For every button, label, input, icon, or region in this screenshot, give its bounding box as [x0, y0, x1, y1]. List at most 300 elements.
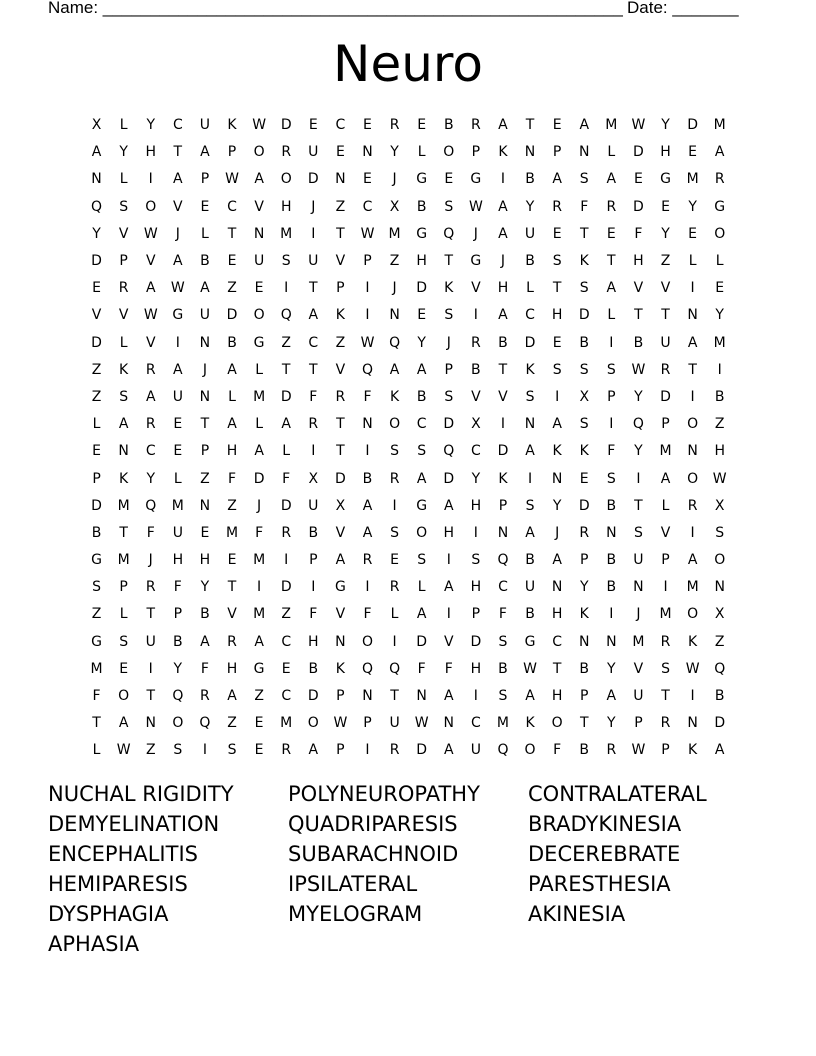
grid-letter: T — [173, 144, 183, 161]
grid-letter: G — [91, 633, 102, 650]
grid-letter: K — [335, 660, 345, 677]
grid-letter: Y — [146, 470, 156, 487]
grid-letter: V — [173, 198, 183, 215]
grid-letter: U — [524, 225, 536, 242]
grid-letter: Q — [91, 198, 103, 215]
word-list-item: POLYNEUROPATHY — [288, 782, 480, 806]
grid-letter: E — [688, 144, 698, 161]
grid-letter: L — [119, 171, 128, 188]
grid-letter: M — [605, 117, 618, 134]
grid-letter: P — [552, 144, 562, 161]
grid-letter: X — [579, 388, 590, 405]
grid-letter: T — [498, 361, 508, 378]
grid-letter: V — [471, 388, 481, 405]
grid-letter: M — [280, 715, 293, 732]
grid-letter: A — [308, 742, 319, 759]
grid-letter: W — [685, 660, 700, 677]
grid-letter: I — [500, 416, 506, 433]
grid-letter: N — [687, 715, 698, 732]
grid-letter: M — [225, 524, 239, 541]
grid-letter: I — [446, 606, 451, 623]
grid-letter: N — [551, 579, 563, 596]
grid-letter: T — [634, 307, 643, 324]
grid-letter: S — [92, 579, 101, 596]
grid-letter: B — [525, 253, 535, 270]
grid-letter: A — [173, 171, 183, 188]
grid-letter: L — [715, 253, 724, 270]
grid-letter: L — [607, 144, 616, 161]
grid-letter: B — [443, 117, 454, 134]
grid-letter: A — [498, 198, 508, 215]
grid-letter: Z — [227, 280, 237, 297]
grid-letter: D — [280, 579, 292, 596]
grid-letter: B — [416, 388, 427, 405]
date-field-label: Date: _______ — [627, 0, 739, 17]
grid-letter: Z — [335, 198, 346, 215]
grid-letter: V — [335, 524, 346, 541]
grid-letter: B — [633, 334, 644, 351]
grid-letter: I — [636, 470, 641, 487]
grid-letter: Q — [389, 334, 401, 351]
grid-letter: A — [498, 225, 508, 242]
grid-letter: R — [687, 497, 698, 514]
grid-letter: M — [280, 225, 293, 242]
grid-letter: O — [687, 606, 699, 623]
grid-letter: Y — [471, 470, 481, 487]
grid-letter: Z — [389, 253, 400, 270]
grid-letter: R — [389, 742, 400, 759]
grid-letter: G — [334, 579, 346, 596]
grid-letter: L — [92, 742, 101, 759]
grid-letter: H — [551, 606, 563, 623]
grid-letter: Y — [119, 144, 128, 161]
grid-letter: A — [254, 443, 264, 460]
grid-letter: R — [145, 361, 156, 378]
grid-letter: E — [579, 470, 589, 487]
grid-letter: A — [606, 280, 617, 297]
grid-letter: S — [417, 443, 427, 460]
grid-letter: Y — [607, 660, 616, 677]
grid-letter: H — [470, 497, 482, 514]
grid-letter: U — [145, 633, 156, 650]
grid-letter: N — [199, 334, 211, 351]
grid-letter: F — [92, 688, 101, 705]
grid-letter: E — [119, 660, 129, 677]
grid-letter: B — [525, 552, 535, 569]
grid-letter: Y — [661, 117, 670, 134]
grid-letter: T — [688, 361, 697, 378]
grid-letter: E — [335, 144, 345, 161]
grid-letter: P — [336, 688, 345, 705]
grid-letter: U — [389, 715, 400, 732]
grid-letter: G — [524, 633, 536, 650]
grid-letter: G — [416, 171, 428, 188]
grid-letter: I — [284, 552, 289, 569]
word-list-item: BRADYKINESIA — [528, 812, 682, 836]
grid-letter: I — [202, 742, 207, 759]
grid-letter: V — [498, 388, 508, 405]
grid-letter: E — [715, 280, 725, 297]
grid-letter: Y — [579, 579, 589, 596]
grid-letter: A — [91, 144, 102, 161]
grid-letter: T — [309, 361, 318, 378]
grid-letter: C — [172, 117, 183, 134]
grid-letter: R — [281, 144, 292, 161]
grid-letter: D — [280, 497, 292, 514]
grid-letter: L — [417, 144, 426, 161]
grid-letter: R — [470, 117, 481, 134]
grid-letter: V — [227, 606, 237, 623]
word-list-item: AKINESIA — [528, 902, 626, 926]
grid-letter: X — [91, 117, 102, 134]
grid-letter: T — [552, 280, 562, 297]
grid-letter: I — [473, 688, 478, 705]
grid-letter: M — [90, 660, 103, 677]
grid-letter: Y — [146, 117, 156, 134]
grid-letter: D — [578, 307, 590, 324]
grid-letter: I — [690, 524, 695, 541]
grid-letter: R — [362, 552, 373, 569]
grid-letter: H — [172, 552, 184, 569]
grid-letter: L — [173, 470, 182, 487]
grid-letter: M — [253, 606, 266, 623]
grid-letter: I — [609, 334, 614, 351]
grid-letter: K — [227, 117, 237, 134]
grid-letter: U — [633, 688, 644, 705]
grid-letter: Y — [715, 307, 724, 324]
grid-letter: E — [92, 280, 101, 297]
grid-letter: N — [416, 688, 427, 705]
grid-letter: B — [606, 579, 617, 596]
grid-letter: A — [714, 742, 725, 759]
grid-letter: K — [498, 470, 508, 487]
grid-letter: P — [471, 144, 481, 161]
grid-letter: H — [551, 688, 563, 705]
grid-row — [83, 302, 735, 329]
grid-letter: I — [148, 660, 153, 677]
grid-letter: T — [444, 253, 454, 270]
grid-letter: O — [361, 633, 373, 650]
grid-letter: W — [631, 117, 646, 134]
grid-letter: N — [633, 579, 644, 596]
grid-letter: L — [201, 225, 209, 242]
grid-letter: J — [148, 552, 153, 569]
grid-letter: Q — [199, 715, 211, 732]
grid-letter: A — [443, 579, 454, 596]
grid-letter: Z — [660, 253, 671, 270]
grid-letter: F — [227, 470, 237, 487]
grid-letter: A — [552, 552, 562, 569]
grid-letter: O — [416, 524, 428, 541]
grid-row — [83, 737, 735, 764]
grid-letter: P — [173, 606, 183, 623]
grid-letter: O — [145, 198, 157, 215]
grid-letter: F — [444, 660, 453, 677]
grid-letter: C — [308, 334, 319, 351]
grid-letter: J — [446, 334, 451, 351]
grid-letter: A — [525, 524, 535, 541]
grid-letter: Q — [497, 742, 509, 759]
word-search-grid — [83, 112, 735, 765]
grid-letter: I — [311, 579, 316, 596]
grid-letter: I — [392, 497, 397, 514]
grid-letter: T — [281, 361, 291, 378]
grid-letter: W — [252, 117, 267, 134]
word-list-item: PARESTHESIA — [528, 872, 671, 896]
grid-letter: N — [714, 579, 725, 596]
grid-letter: I — [257, 579, 262, 596]
grid-letter: N — [362, 688, 373, 705]
grid-letter: E — [552, 334, 562, 351]
grid-letter: D — [687, 117, 698, 134]
grid-letter: A — [145, 280, 156, 297]
grid-letter: A — [606, 171, 617, 188]
grid-letter: H — [470, 579, 482, 596]
grid-letter: D — [253, 470, 265, 487]
grid-letter: P — [444, 361, 453, 378]
name-field-label: Name: _______________________________________________________ — [48, 0, 623, 17]
grid-letter: I — [284, 280, 289, 297]
grid-letter: O — [714, 225, 726, 242]
grid-letter: A — [687, 334, 698, 351]
grid-letter: J — [392, 280, 397, 297]
grid-letter: H — [308, 633, 319, 650]
grid-letter: B — [606, 552, 617, 569]
grid-letter: A — [281, 416, 291, 433]
grid-letter: U — [172, 388, 183, 405]
grid-letter: A — [606, 688, 617, 705]
grid-letter: O — [714, 552, 726, 569]
grid-letter: P — [227, 144, 237, 161]
grid-letter: A — [227, 361, 237, 378]
grid-letter: R — [606, 742, 617, 759]
grid-letter: A — [362, 497, 373, 514]
grid-letter: I — [555, 388, 560, 405]
grid-letter: W — [360, 225, 375, 242]
grid-letter: N — [389, 307, 400, 324]
grid-letter: Z — [200, 470, 210, 487]
grid-letter: U — [253, 253, 265, 270]
grid-row — [83, 248, 735, 275]
grid-letter: I — [365, 579, 370, 596]
grid-letter: A — [362, 524, 373, 541]
grid-row — [83, 112, 735, 139]
grid-letter: W — [414, 715, 429, 732]
grid-letter: L — [282, 443, 291, 460]
grid-letter: L — [228, 388, 236, 405]
grid-letter: J — [175, 225, 180, 242]
grid-letter: U — [308, 497, 319, 514]
grid-letter: O — [253, 144, 265, 161]
grid-letter: A — [525, 688, 535, 705]
grid-letter: D — [660, 388, 671, 405]
grid-letter: Q — [172, 688, 184, 705]
grid-letter: V — [335, 361, 346, 378]
grid-letter: A — [443, 497, 454, 514]
grid-letter: W — [523, 660, 537, 677]
grid-letter: V — [254, 198, 264, 215]
grid-letter: Q — [632, 416, 644, 433]
grid-letter: R — [579, 524, 590, 541]
grid-letter: L — [92, 416, 101, 433]
grid-letter: J — [257, 497, 262, 514]
grid-letter: C — [416, 416, 427, 433]
grid-letter: A — [118, 416, 129, 433]
grid-letter: S — [444, 198, 454, 215]
grid-letter: Y — [173, 660, 183, 677]
grid-row — [83, 357, 735, 384]
grid-letter: A — [660, 470, 671, 487]
grid-letter: I — [690, 388, 695, 405]
grid-letter: B — [579, 334, 590, 351]
grid-row — [83, 275, 735, 302]
grid-letter: S — [579, 171, 589, 188]
grid-letter: B — [606, 497, 617, 514]
grid-letter: H — [633, 253, 644, 270]
grid-letter: L — [255, 416, 264, 433]
grid-letter: T — [119, 524, 128, 541]
grid-letter: E — [552, 225, 562, 242]
grid-letter: M — [632, 633, 645, 650]
grid-letter: O — [172, 715, 184, 732]
grid-letter: S — [552, 253, 562, 270]
grid-letter: K — [389, 388, 400, 405]
grid-letter: P — [580, 552, 589, 569]
grid-letter: M — [686, 171, 699, 188]
grid-letter: E — [363, 117, 372, 134]
grid-letter: Q — [443, 225, 455, 242]
grid-letter: X — [335, 497, 346, 514]
grid-letter: L — [607, 307, 616, 324]
grid-letter: W — [333, 715, 348, 732]
grid-letter: B — [173, 633, 183, 650]
grid-letter: J — [473, 225, 478, 242]
grid-letter: M — [496, 715, 509, 732]
grid-letter: T — [336, 443, 345, 460]
grid-row — [83, 411, 735, 438]
grid-letter: V — [335, 253, 346, 270]
grid-letter: G — [470, 253, 482, 270]
grid-letter: Z — [714, 633, 725, 650]
grid-letter: C — [498, 579, 508, 596]
grid-letter: E — [173, 416, 183, 433]
grid-letter: I — [473, 524, 478, 541]
grid-letter: B — [471, 361, 481, 378]
grid-letter: F — [200, 660, 209, 677]
grid-letter: I — [609, 416, 614, 433]
grid-letter: Z — [281, 606, 291, 623]
grid-letter: A — [254, 633, 264, 650]
grid-letter: L — [119, 117, 128, 134]
grid-letter: I — [365, 307, 370, 324]
grid-letter: S — [444, 388, 454, 405]
grid-letter: T — [390, 688, 399, 705]
grid-letter: P — [471, 606, 481, 623]
grid-letter: C — [227, 198, 237, 215]
grid-letter: A — [443, 688, 454, 705]
grid-letter: K — [688, 742, 698, 759]
grid-letter: F — [173, 579, 182, 596]
grid-letter: C — [145, 443, 156, 460]
grid-letter: Y — [390, 144, 399, 161]
grid-letter: O — [687, 470, 699, 487]
grid-letter: S — [390, 443, 400, 460]
grid-row — [83, 194, 735, 221]
grid-letter: Q — [361, 660, 373, 677]
grid-letter: W — [225, 171, 239, 188]
grid-row — [83, 710, 735, 737]
word-list-item: SUBARACHNOID — [288, 842, 459, 866]
grid-letter: S — [227, 742, 237, 759]
grid-letter: E — [552, 117, 562, 134]
grid-letter: R — [308, 416, 319, 433]
grid-letter: G — [416, 225, 428, 242]
grid-letter: I — [311, 225, 316, 242]
grid-letter: G — [172, 307, 184, 324]
grid-letter: H — [226, 660, 238, 677]
grid-letter: E — [200, 198, 210, 215]
grid-letter: D — [335, 470, 346, 487]
grid-letter: N — [118, 443, 129, 460]
grid-letter: E — [688, 225, 698, 242]
grid-letter: A — [389, 361, 400, 378]
grid-letter: B — [525, 606, 535, 623]
grid-letter: Z — [227, 497, 237, 514]
grid-letter: H — [714, 443, 725, 460]
grid-letter: K — [579, 253, 589, 270]
grid-letter: V — [660, 524, 671, 541]
grid-letter: R — [389, 579, 400, 596]
grid-letter: M — [117, 497, 130, 514]
grid-letter: W — [712, 470, 727, 487]
grid-letter: T — [146, 688, 156, 705]
grid-letter: S — [525, 388, 535, 405]
grid-letter: I — [148, 171, 153, 188]
grid-letter: B — [498, 334, 508, 351]
grid-letter: F — [580, 198, 589, 215]
grid-letter: S — [579, 280, 589, 297]
grid-letter: A — [552, 416, 562, 433]
grid-letter: K — [579, 443, 589, 460]
grid-letter: F — [607, 443, 616, 460]
grid-letter: Z — [227, 715, 237, 732]
grid-letter: R — [552, 198, 562, 215]
grid-letter: T — [525, 117, 535, 134]
grid-letter: S — [498, 688, 508, 705]
grid-letter: E — [661, 198, 670, 215]
grid-row — [83, 574, 735, 601]
grid-letter: N — [199, 388, 211, 405]
grid-letter: R — [660, 715, 671, 732]
grid-letter: P — [336, 280, 345, 297]
grid-letter: H — [660, 144, 671, 161]
grid-letter: R — [389, 117, 400, 134]
word-list-item: MYELOGRAM — [288, 902, 423, 926]
grid-letter: W — [631, 742, 646, 759]
grid-letter: L — [688, 253, 697, 270]
grid-letter: D — [226, 307, 238, 324]
grid-letter: H — [497, 280, 509, 297]
grid-letter: R — [660, 633, 671, 650]
grid-letter: X — [471, 416, 481, 433]
grid-letter: L — [119, 606, 128, 623]
grid-letter: I — [365, 443, 370, 460]
grid-letter: A — [200, 633, 210, 650]
grid-letter: R — [281, 742, 292, 759]
grid-letter: S — [173, 742, 183, 759]
grid-letter: V — [443, 633, 454, 650]
grid-letter: E — [390, 552, 399, 569]
